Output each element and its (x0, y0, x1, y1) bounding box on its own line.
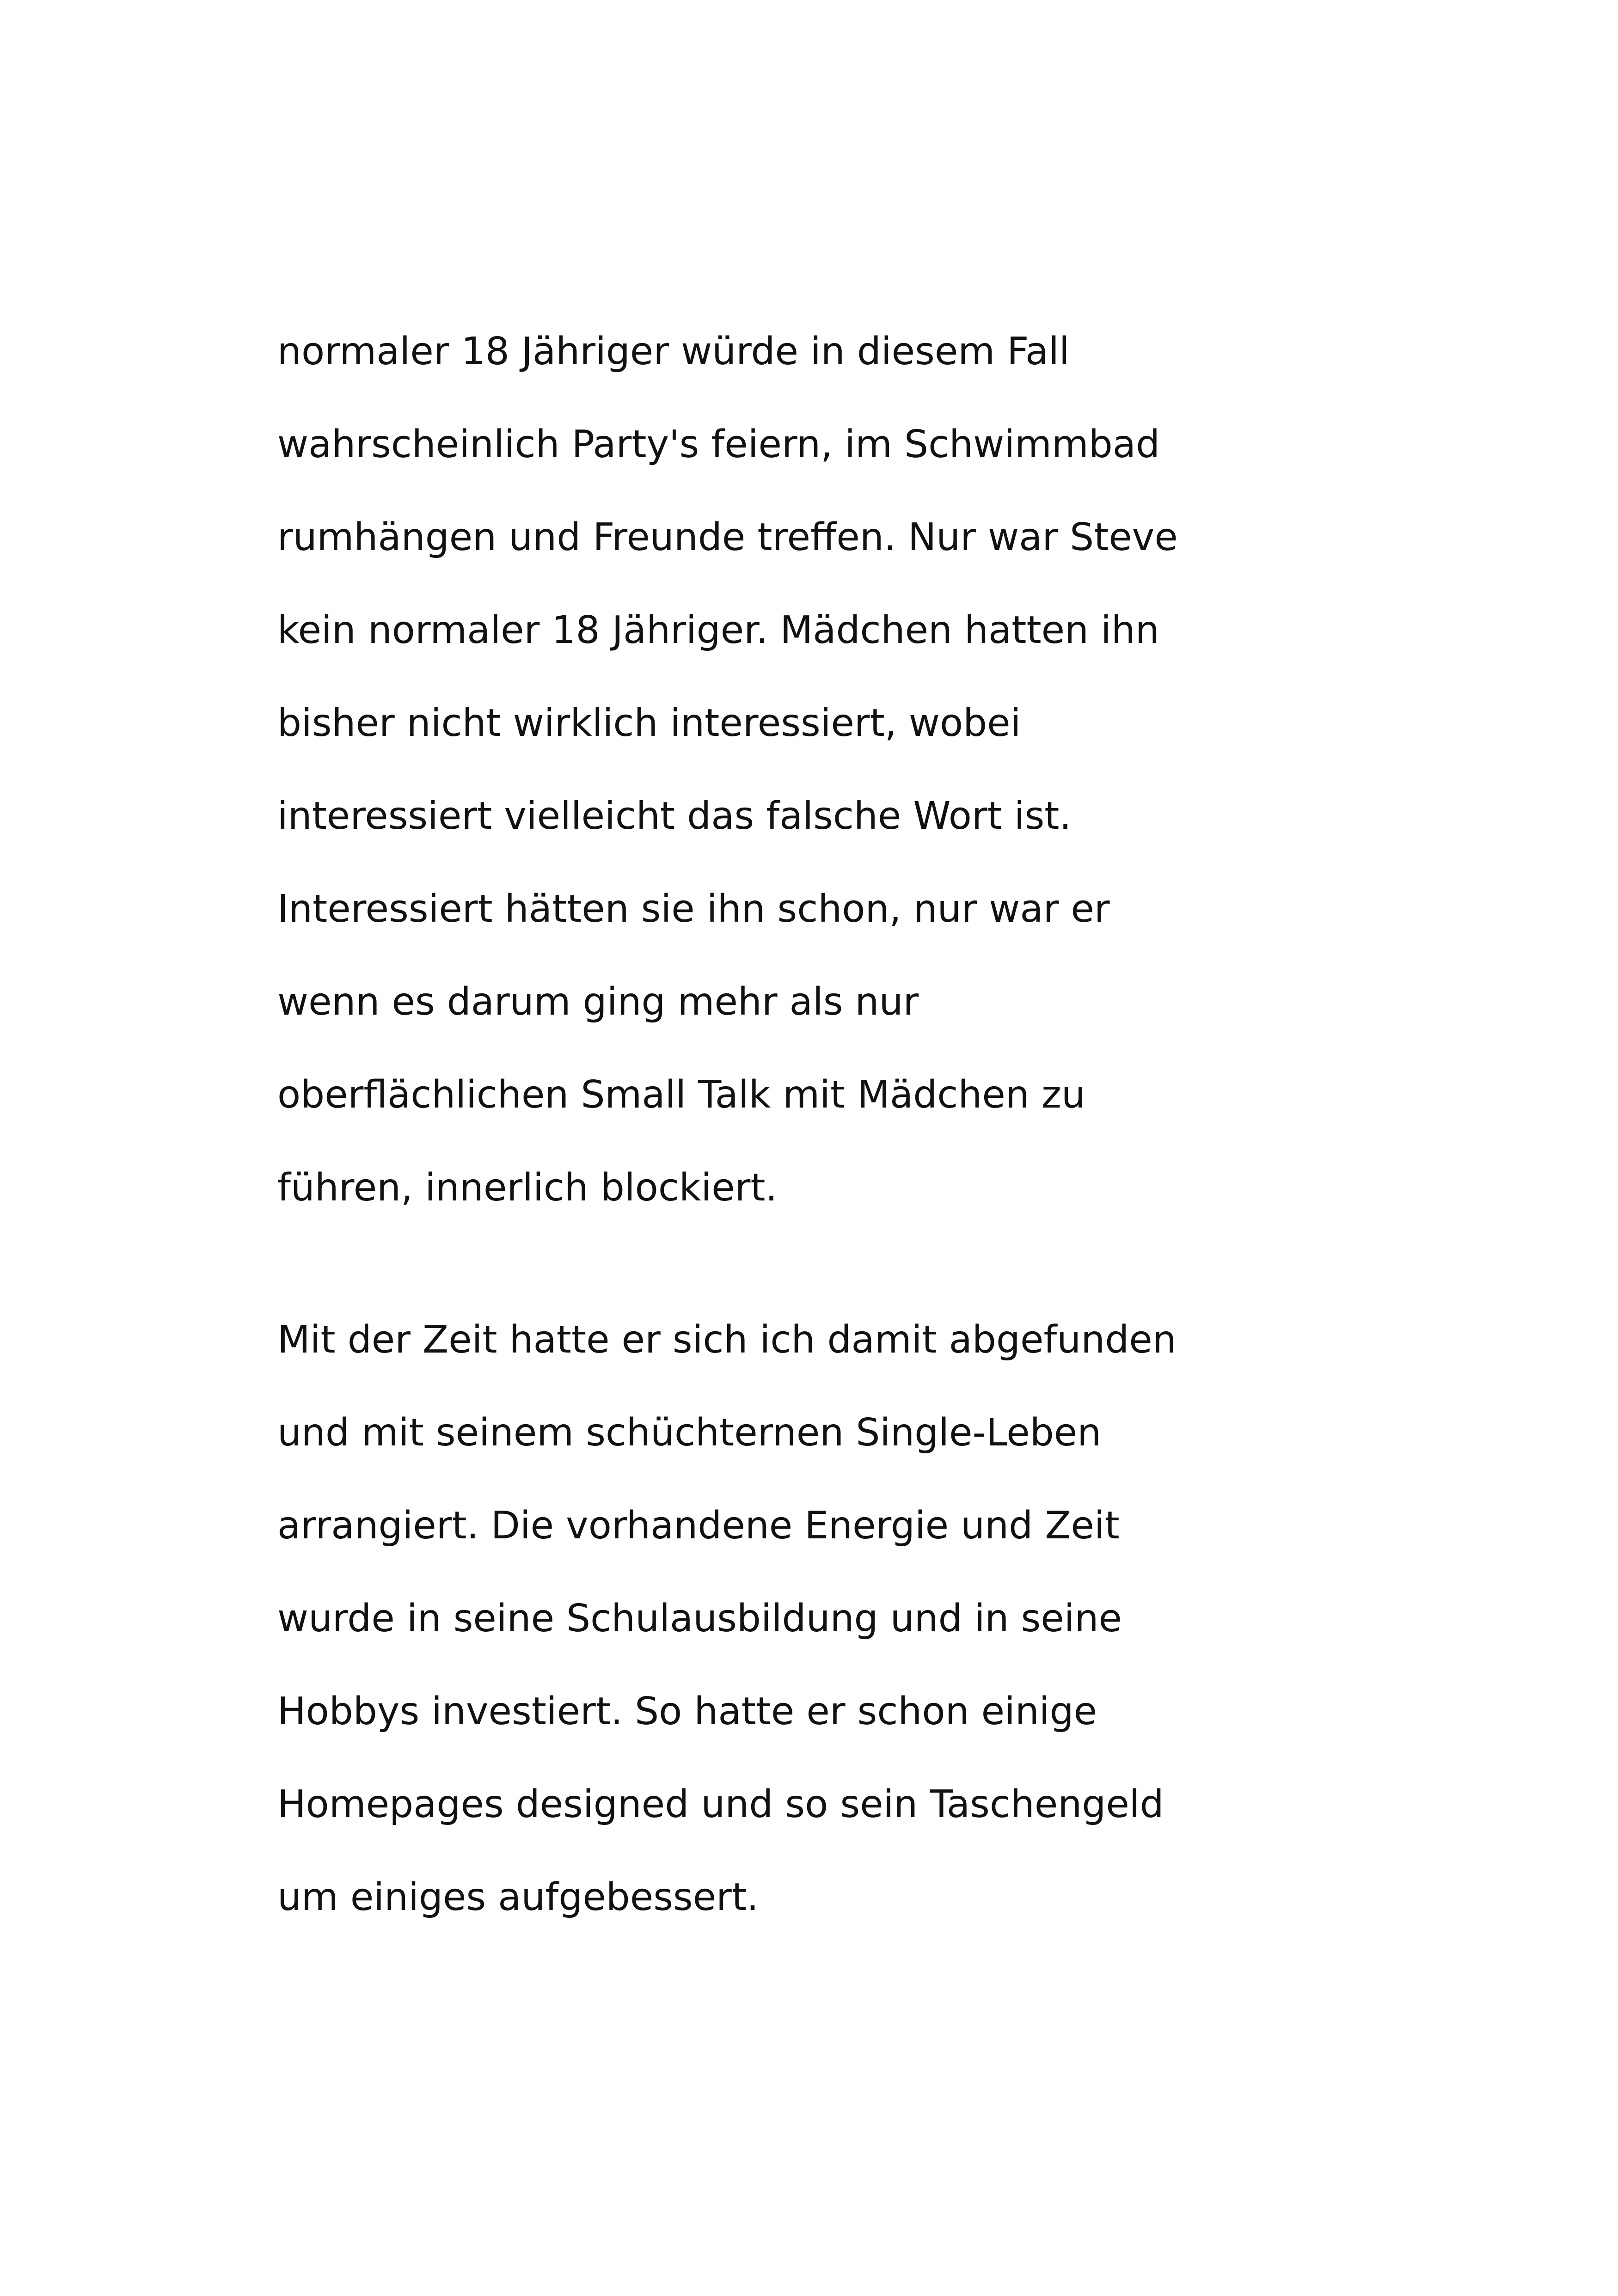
paragraph-1 (277, 305, 1387, 1234)
paragraph-line: normaler 18 Jähriger würde in diesem Fall (277, 330, 1070, 373)
paragraph-line: Hobbys investiert. So hatte er schon einige (277, 1690, 1097, 1733)
paragraph-line: und mit seinem schüchternen Single-Leben (277, 1411, 1102, 1455)
paragraph-line: arrangiert. Die vorhandene Energie und Zeit (277, 1504, 1120, 1548)
paragraph-line: wurde in seine Schulausbildung und in seine (277, 1597, 1122, 1641)
paragraph-line: interessiert vielleicht das falsche Wort ist. (277, 794, 1072, 838)
paragraph-line: um einiges aufgebessert. (277, 1875, 759, 1919)
paragraph-line: oberflächlichen Small Talk mit Mädchen zu (277, 1073, 1085, 1117)
paragraph-line: rumhängen und Freunde treffen. Nur war Steve (277, 515, 1178, 559)
paragraph-line: bisher nicht wirklich interessiert, wobei (277, 701, 1021, 745)
paragraph-line: führen, innerlich blockiert. (277, 1166, 778, 1210)
paragraph-line: wahrscheinlich Party's feiern, im Schwimmbad (277, 422, 1160, 466)
paragraph-line: wenn es darum ging mehr als nur (277, 980, 919, 1024)
paragraph-line: Homepages designed und so sein Taschengeld (277, 1782, 1164, 1826)
paragraph-line: kein normaler 18 Jähriger. Mädchen hatten ihn (277, 608, 1159, 652)
paragraph-2 (277, 1293, 1387, 1944)
paragraph-line: Interessiert hätten sie ihn schon, nur war er (277, 887, 1110, 931)
paragraph-line: Mit der Zeit hatte er sich ich damit abgefunden (277, 1318, 1177, 1362)
